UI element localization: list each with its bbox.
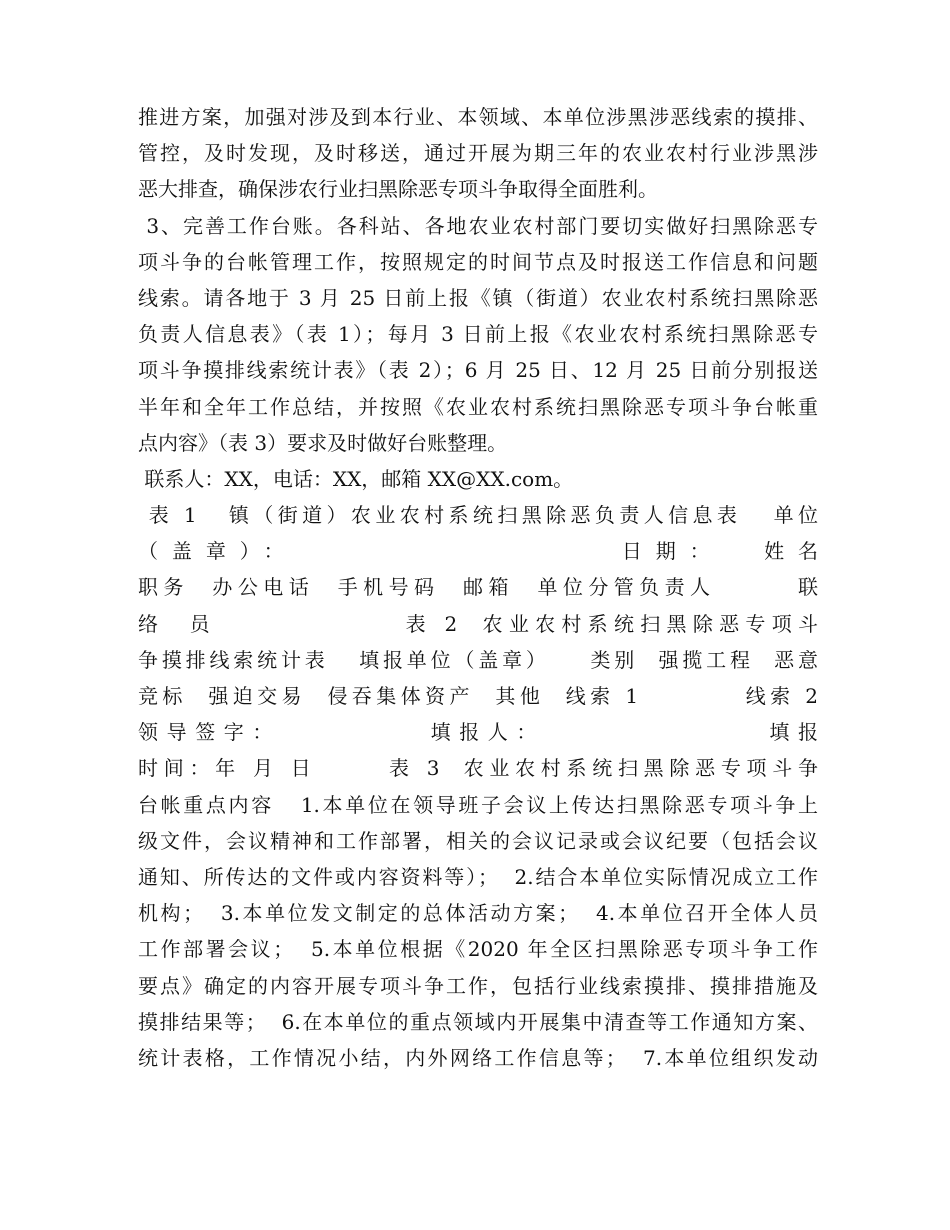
text-line: 管控，及时发现，及时移送，通过开展为期三年的农业农村行业涉黑涉 [138, 141, 818, 166]
text-line: 通知、所传达的文件或内容资料等）； 2.结合本单位实际情况成立工作 [138, 864, 818, 889]
text-line: 职务 办公电话 手机号码 邮箱 单位分管负责人 联 [138, 575, 818, 600]
text-line: 点内容》（表 3）要求及时做好台账整理。 [138, 430, 508, 455]
text-line: 领导签字： 填报人： 填报 [138, 720, 818, 745]
text-line: 时间：年 月 日 表 3 农业农村系统扫黑除恶专项斗争 [138, 756, 818, 781]
text-line: 台帐重点内容 1.本单位在领导班子会议上传达扫黑除恶专项斗争上 [138, 792, 818, 817]
text-line: 络 员 表 2 农业农村系统扫黑除恶专项斗 [138, 611, 818, 636]
text-line: 3、完善工作台账。各科站、各地农业农村部门要切实做好扫黑除恶专 [138, 213, 818, 238]
text-line: 级文件，会议精神和工作部署，相关的会议记录或会议纪要（包括会议 [138, 828, 818, 853]
text-line: 联系人：XX，电话：XX，邮箱 XX@XX.com。 [138, 466, 574, 491]
text-line: 摸排结果等； 6.在本单位的重点领域内开展集中清查等工作通知方案、 [138, 1009, 818, 1034]
text-line: 要点》确定的内容开展专项斗争工作，包括行业线索摸排、摸排措施及 [138, 973, 818, 998]
text-line: 表 1 镇（街道）农业农村系统扫黑除恶负责人信息表 单位 [138, 503, 818, 528]
text-line: 工作部署会议； 5.本单位根据《2020 年全区扫黑除恶专项斗争工作 [138, 937, 818, 962]
text-line: 竞标 强迫交易 侵吞集体资产 其他 线索 1 线索 2 [138, 684, 818, 708]
text-line: 机构； 3.本单位发文制定的总体活动方案； 4.本单位召开全体人员 [138, 901, 818, 926]
text-line: 项斗争摸排线索统计表》（表 2）；6 月 25 日、12 月 25 日前分别报送 [138, 358, 818, 383]
text-line: 半年和全年工作总结，并按照《农业农村系统扫黑除恶专项斗争台帐重 [138, 394, 818, 419]
text-line: 推进方案，加强对涉及到本行业、本领域、本单位涉黑涉恶线索的摸排、 [138, 105, 818, 129]
text-line: 争摸排线索统计表 填报单位（盖章） 类别 强揽工程 恶意 [138, 647, 818, 672]
text-line: 项斗争的台帐管理工作，按照规定的时间节点及时报送工作信息和问题 [138, 249, 818, 274]
text-line: 统计表格，工作情况小结，内外网络工作信息等； 7.本单位组织发动 [138, 1045, 818, 1070]
text-line: （盖章）： 日期： 姓名 [138, 539, 818, 564]
text-line: 恶大排查，确保涉农行业扫黑除恶专项斗争取得全面胜利。 [138, 177, 658, 202]
body-text [138, 99, 818, 1076]
text-line: 负责人信息表》（表 1）；每月 3 日前上报《农业农村系统扫黑除恶专 [138, 322, 818, 347]
text-line: 线索。请各地于 3 月 25 日前上报《镇（街道）农业农村系统扫黑除恶 [138, 285, 818, 310]
